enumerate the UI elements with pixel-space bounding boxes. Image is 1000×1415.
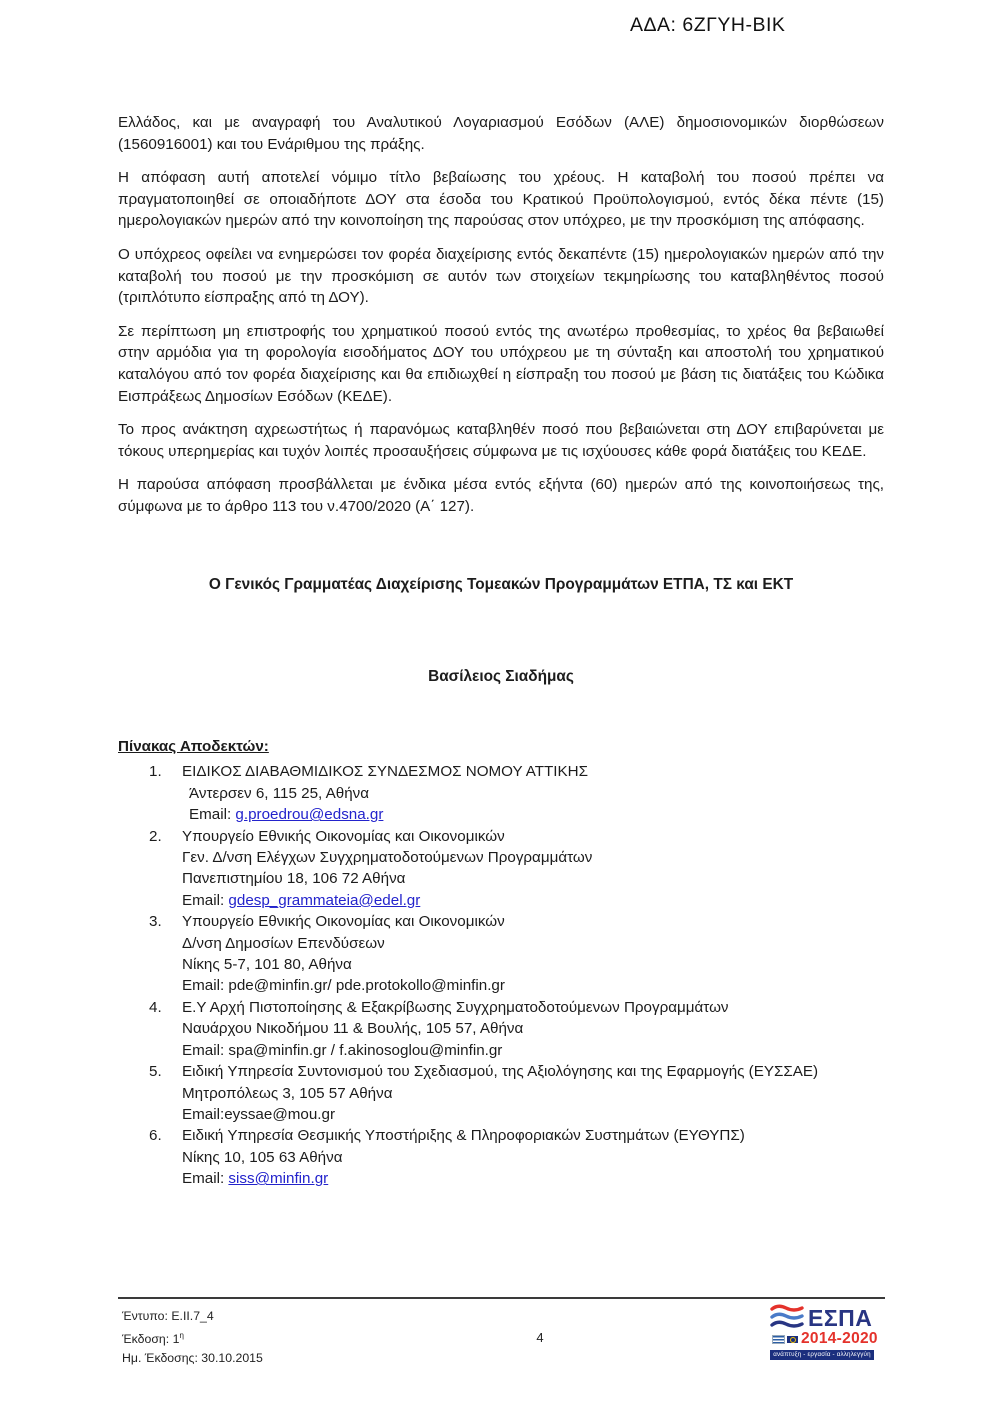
recipients-heading: Πίνακας Αποδεκτών: [118,738,269,755]
recipient-email-line: Email: spa@minfin.gr / f.akinosoglou@minfin.gr [182,1041,503,1059]
email-link[interactable]: g.proedrou@edsna.gr [235,806,384,824]
paragraph: Ο υπόχρεος οφείλει να ενημερώσει τον φορέα διαχείρισης εντός δεκαπέντε (15) ημερολογιακών ημερών από την καταβολή του ποσού με την προσκόμιση σε αυτόν των στοιχείων τεκμηρίωσης του καταβληθέντος ποσού (τριπλότυπο είσπραξης από τη ΔΟΥ). [118,245,884,307]
footer-version: Έκδοση: $1^\eta$ [122,1331,184,1347]
espa-waves-icon [770,1303,806,1329]
recipient-name: Υπουργείο Εθνικής Οικονομίας και Οικονομικών [182,913,505,931]
item-number: 1. [149,763,162,781]
recipient-address: Νίκης 10, 105 63 Αθήνα [182,1148,343,1166]
item-number: 3. [149,913,162,931]
email-label: Email: [182,891,229,909]
list-item [118,1125,908,1189]
recipient-name: Υπουργείο Εθνικής Οικονομίας και Οικονομικών [182,827,505,845]
list-item [118,761,908,825]
recipient-email-line: Email: pde@minfin.gr/ pde.protokollo@minfin.gr [182,977,505,995]
email-label: Email: [189,806,236,824]
recipient-address: Πανεπιστημίου 18, 106 72 Αθήνα [182,870,406,888]
espa-logo [770,1303,878,1365]
footer-form-code: Έντυπο: Ε.ΙΙ.7_4 [122,1309,214,1323]
recipient-email-line [182,890,908,911]
eu-flag-icon [787,1336,798,1343]
paragraph: Ελλάδος, και με αναγραφή του Αναλυτικού Λογαριασμού Εσόδων (ΑΛΕ) δημοσιονομικών διορθώσεων (1560916001) και του Ενάριθμου της πράξης. [118,114,884,153]
recipient-address: Ναυάρχου Νικοδήμου 11 & Βουλής, 105 57, Αθήνα [182,1020,524,1038]
item-number: 2. [149,827,162,845]
signatory-title: Ο Γενικός Γραμματέας Διαχείρισης Τομεακών Προγραμμάτων ΕΤΠΑ, ΤΣ και ΕΚΤ [208,576,794,593]
email-link[interactable]: siss@minfin.gr [228,1170,329,1188]
item-number: 5. [149,1063,162,1081]
list-item [118,911,908,997]
signatory-name: Βασίλειος Σιαδήμας [428,668,574,685]
espa-wordmark: ΕΣΠΑ [808,1305,873,1331]
recipient-name: Ε.Υ Αρχή Πιστοποίησης & Εξακρίβωσης Συγχρηματοδοτούμενων Προγραμμάτων [182,998,729,1016]
email-label: Email: [182,1170,229,1188]
item-number: 4. [149,998,162,1016]
recipient-email-line [189,804,908,825]
email-link[interactable]: gdesp_grammateia@edel.gr [228,891,421,909]
recipient-department: Δ/νση Δημοσίων Επενδύσεων [182,934,385,952]
paragraph: Το προς ανάκτηση αχρεωστήτως ή παρανόμως καταβληθέν ποσό που βεβαιώνεται στη ΔΟΥ επιβαρύνεται με τόκους υπερημερίας και τυχόν λοιπές προσαυξήσεις σύμφωνα με τις ισχύουσες κάθε φορά διατάξεις του ΚΕΔΕ. [118,421,884,460]
paragraph: Η απόφαση αυτή αποτελεί νόμιμο τίτλο βεβαίωσης του χρέους. Η καταβολή του ποσού πρέπει να πραγματοποιηθεί σε οποιαδήποτε ΔΟΥ στα έσοδα του Κρατικού Προϋπολογισμού, εντός δέκα πέντε (15) ημερολογιακών ημερών από την κοινοποίηση της παρούσας στον υπόχρεο, με την προσκόμιση της απόφασης. [118,169,884,230]
espa-tagline: ανάπτυξη - εργασία - αλληλεγγύη [770,1350,874,1360]
recipient-address: Νίκης 5-7, 101 80, Αθήνα [182,956,352,974]
recipients-list [118,761,908,1189]
paragraph: Σε περίπτωση μη επιστροφής του χρηματικού ποσού εντός της ανωτέρω προθεσμίας, το χρέος θα βεβαιωθεί στην αρμόδια για τη φορολογία εισοδήματος ΔΟΥ του υπόχρεου με τη σύνταξη και αποστολή του χρηματικού καταλόγου από τον φορέα διαχείρισης και θα επιδιωχθεί η είσπραξη του ποσού με βάση τις διατάξεις του Κώδικα Εισπράξεως Δημοσίων Εσόδων (ΚΕΔΕ). [118,322,884,405]
footer-divider [118,1297,885,1299]
list-item [118,1061,908,1125]
recipients-section [118,736,908,1190]
footer-issue-date: Ημ. Έκδοσης: 30.10.2015 [122,1351,263,1366]
recipient-email-line: Email:eyssae@mou.gr [182,1105,336,1123]
document-body [118,112,884,530]
greek-flag-icon [772,1335,785,1344]
footer-version-sup: η [179,1331,184,1340]
recipient-department: Γεν. Δ/νση Ελέγχων Συγχρηματοδοτούμενων Προγραμμάτων [182,849,593,867]
recipient-name: ΕΙΔΙΚΟΣ ΔΙΑΒΑΘΜΙΔΙΚΟΣ ΣΥΝΔΕΣΜΟΣ ΝΟΜΟΥ ΑΤΤΙΚΗΣ [182,763,589,781]
item-number: 6. [149,1127,162,1145]
recipient-address: Μητροπόλεως 3, 105 57 Αθήνα [182,1084,393,1102]
list-item [118,997,908,1061]
recipient-email-line [182,1168,908,1189]
list-item [118,826,908,912]
page-number: 4 [536,1330,544,1345]
espa-period: 2014-2020 [801,1330,878,1347]
ada-code: ΑΔΑ: 6ΖΓΥΗ-ΒΙΚ [630,14,786,36]
footer-form-info [122,1307,263,1368]
paragraph: Η παρούσα απόφαση προσβάλλεται με ένδικα μέσα εντός εξήντα (60) ημερών από της κοινοποιήσεως της, σύμφωνα με το άρθρο 113 του ν.4700/2020 (Α΄ 127). [118,476,884,515]
recipient-name: Ειδική Υπηρεσία Θεσμικής Υποστήριξης & Πληροφοριακών Συστημάτων (ΕΥΘΥΠΣ) [182,1127,745,1145]
recipient-address: Άντερσεν 6, 115 25, Αθήνα [189,784,370,802]
recipient-name: Ειδική Υπηρεσία Συντονισμού του Σχεδιασμού, της Αξιολόγησης και της Εφαρμογής (ΕΥΣΣΑΕ) [182,1063,819,1081]
